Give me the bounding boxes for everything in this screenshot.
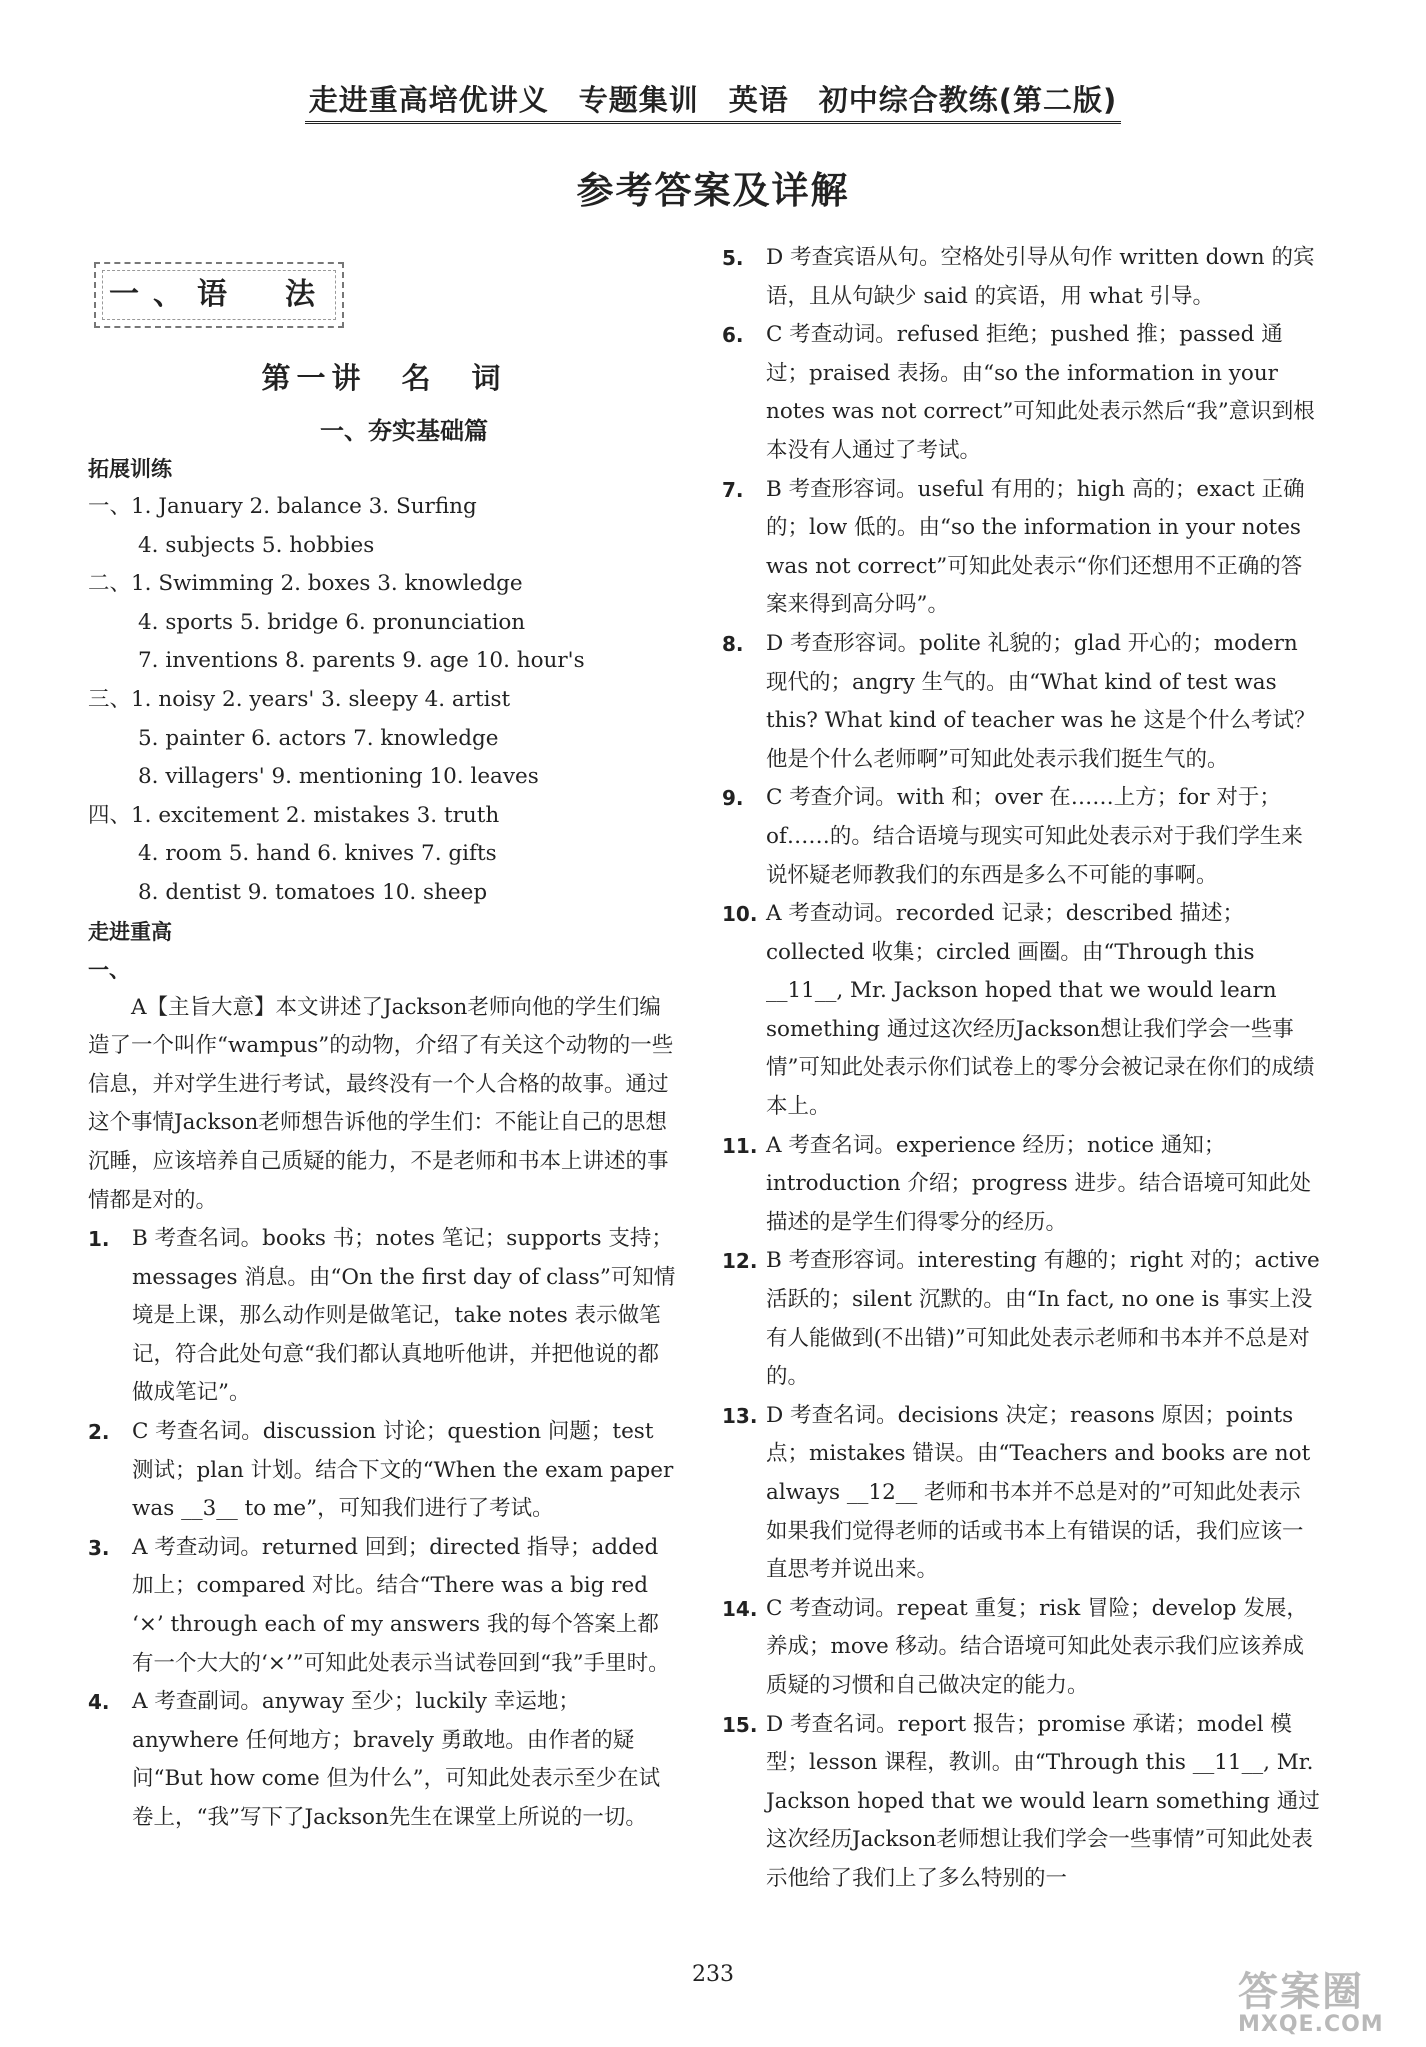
- answer-item: [722, 239, 1322, 316]
- answer-row: 8. dentist 9. tomatoes 10. sheep: [138, 879, 488, 905]
- watermark-url: MXQE.COM: [1238, 2012, 1384, 2037]
- passage-summary: A【主旨大意】本文讲述了Jackson老师向他的学生们编造了一个叫作“wampus”的动物，介绍了有关这个动物的一些信息，并对学生进行考试，最终没有一个人合格的故事。通过这个事情Jackson老师想告诉他的学生们：不能让自己的思想沉睡，应该培养自己质疑的能力，不是老师和书本上讲述的事情都是对的。: [88, 994, 674, 1213]
- subheading-zoujin: 走进重高: [88, 919, 172, 944]
- item-text: B 考查形容词。interesting 有趣的；right 对的；active 活跃的；silent 沉默的。由“In fact, no one is 事实上没有人能做到(不出错)”可知此处表示老师和书本并不总是对的。: [766, 1248, 1320, 1390]
- item-number: 6.: [722, 323, 744, 348]
- answer-row: 4. room 5. hand 6. knives 7. gifts: [138, 841, 497, 867]
- item-number: 2.: [88, 1420, 110, 1445]
- answer-row: 三、1. noisy 2. years' 3. sleepy 4. artist: [88, 686, 511, 712]
- page-title: 参考答案及详解: [576, 169, 850, 212]
- item-text: D 考查名词。report 报告；promise 承诺；model 模型；lesson 课程，教训。由“Through this __11__, Mr. Jackson hoped that we would learn something 通过这次经历Jackson老师想让我们学会一些事情”可知此处表示他给了我们上了多么特别的一: [766, 1711, 1320, 1891]
- item-number: 4.: [88, 1690, 110, 1715]
- answer-row: 4. sports 5. bridge 6. pronunciation: [138, 609, 526, 635]
- answer-item: [88, 1220, 680, 1413]
- item-text: A 考查动词。returned 回到；directed 指导；added 加上；compared 对比。结合“There was a big red ‘×’ through each of my answers 我的每个答案上都有一个大大的‘×’”可知此处表示当试卷回到“我”手里时。: [132, 1534, 670, 1676]
- item-text: D 考查名词。decisions 决定；reasons 原因；points 点；mistakes 错误。由“Teachers and books are not always __12__ 老师和书本并不总是对的”可知此处表示如果我们觉得老师的话或书本上有错误的话，我们应该一直思考并说出来。: [766, 1402, 1311, 1583]
- answer-item: [722, 1590, 1322, 1706]
- answer-row: 5. painter 6. actors 7. knowledge: [138, 725, 499, 751]
- item-number: 7.: [722, 477, 744, 502]
- answer-item: [88, 1683, 680, 1837]
- right-column: [722, 239, 1322, 1899]
- subheading-part-one: 一、: [88, 957, 130, 982]
- lecture-title: 第一讲 名 词: [261, 361, 507, 395]
- item-text: D 考查宾语从句。空格处引导从句作 written down 的宾语，且从句缺少 said 的宾语，用 what 引导。: [766, 245, 1315, 309]
- section-box: [94, 262, 344, 328]
- part-title: 一、夯实基础篇: [320, 417, 488, 445]
- item-text: A 考查名词。experience 经历；notice 通知；introduction 介绍；progress 进步。结合语境可知此处描述的是学生们得零分的经历。: [766, 1132, 1312, 1235]
- answer-row: 8. villagers' 9. mentioning 10. leaves: [138, 764, 539, 790]
- watermark-logo: [1238, 1970, 1416, 2040]
- item-text: B 考查名词。books 书；notes 笔记；supports 支持；messages 消息。由“On the first day of class”可知情境是上课，那么动作则是做笔记，take notes 表示做笔记，符合此处句意“我们都认真地听他讲，并把他说的都做成笔记”。: [132, 1226, 676, 1406]
- answer-item: [722, 1397, 1322, 1590]
- exercise-answers: [88, 488, 680, 913]
- answer-item: [722, 1127, 1322, 1243]
- item-number: 5.: [722, 246, 744, 270]
- section-heading: 一、语 法: [109, 277, 329, 312]
- answer-item: [88, 1413, 680, 1529]
- item-text: C 考查动词。refused 拒绝；pushed 推；passed 通过；praised 表扬。由“so the information in your notes was not correct”可知此处表示然后“我”意识到根本没有人通过了考试。: [766, 322, 1315, 463]
- answer-item: [722, 1706, 1322, 1899]
- answer-item: [722, 471, 1322, 625]
- item-number: 15.: [722, 1712, 758, 1737]
- answer-row: 4. subjects 5. hobbies: [138, 532, 375, 558]
- subheading-extension-training: 拓展训练: [88, 457, 172, 481]
- item-number: 11.: [722, 1133, 758, 1158]
- item-number: 10.: [722, 902, 758, 927]
- item-number: 1.: [88, 1227, 110, 1252]
- answer-item: [722, 895, 1322, 1127]
- page-number: 233: [692, 1962, 734, 1987]
- answer-row: 四、1. excitement 2. mistakes 3. truth: [88, 802, 500, 828]
- item-text: D 考查形容词。polite 礼貌的；glad 开心的；modern 现代的；angry 生气的。由“What kind of test was this? What kind of teacher was he 这是个什么考试？他是个什么老师啊”可知此处表示我们挺生气的。: [766, 630, 1316, 772]
- item-number: 14.: [722, 1596, 758, 1621]
- answer-item: [722, 779, 1322, 895]
- item-number: 8.: [722, 631, 744, 656]
- item-number: 13.: [722, 1403, 758, 1428]
- item-text: C 考查名词。discussion 讨论；question 问题；test 测试；plan 计划。结合下文的“When the exam paper was __3__ to me”，可知我们进行了考试。: [132, 1419, 674, 1522]
- answer-item: [88, 1529, 680, 1683]
- watermark-text: 答案圈: [1238, 1969, 1364, 2015]
- item-text: C 考查介词。with 和；over 在……上方；for 对于；of……的。结合语境与现实可知此处表示对于我们学生来说怀疑老师教我们的东西是多么不可能的事啊。: [766, 785, 1303, 888]
- series-title: 走进重高培优讲义 专题集训 英语 初中综合教练(第二版): [305, 78, 1122, 124]
- left-column: [88, 240, 680, 1838]
- item-number: 12.: [722, 1249, 758, 1274]
- item-number: 3.: [88, 1535, 110, 1560]
- answer-item: [722, 625, 1322, 779]
- answer-item: [722, 316, 1322, 470]
- item-text: A 考查副词。anyway 至少；luckily 幸运地；anywhere 任何地方；bravely 勇敢地。由作者的疑问“But how come 但为什么”，可知此处表示至少在试卷上，“我”写下了Jackson先生在课堂上所说的一切。: [132, 1689, 661, 1830]
- series-header: [0, 78, 1426, 124]
- item-text: A 考查动词。recorded 记录；described 描述；collected 收集；circled 画圈。由“Through this __11__, Mr. Jackson hoped that we would learn something 通过这次经历Jackson想让我们学会一些事情”可知此处表示你们试卷上的零分会被记录在你们的成绩本上。: [766, 901, 1315, 1120]
- answer-row: 一、1. January 2. balance 3. Surfing: [88, 494, 477, 519]
- item-number: 9.: [722, 786, 744, 811]
- answer-row: 7. inventions 8. parents 9. age 10. hour's: [138, 648, 585, 674]
- item-text: C 考查动词。repeat 重复；risk 冒险；develop 发展，养成；move 移动。结合语境可知此处表示我们应该养成质疑的习惯和自己做决定的能力。: [766, 1595, 1308, 1698]
- answer-row: 二、1. Swimming 2. boxes 3. knowledge: [88, 571, 523, 597]
- answer-item: [722, 1242, 1322, 1396]
- item-text: B 考查形容词。useful 有用的；high 高的；exact 正确的；low 低的。由“so the information in your notes was not correct”可知此处表示“你们还想用不正确的答案来得到高分吗”。: [766, 476, 1305, 618]
